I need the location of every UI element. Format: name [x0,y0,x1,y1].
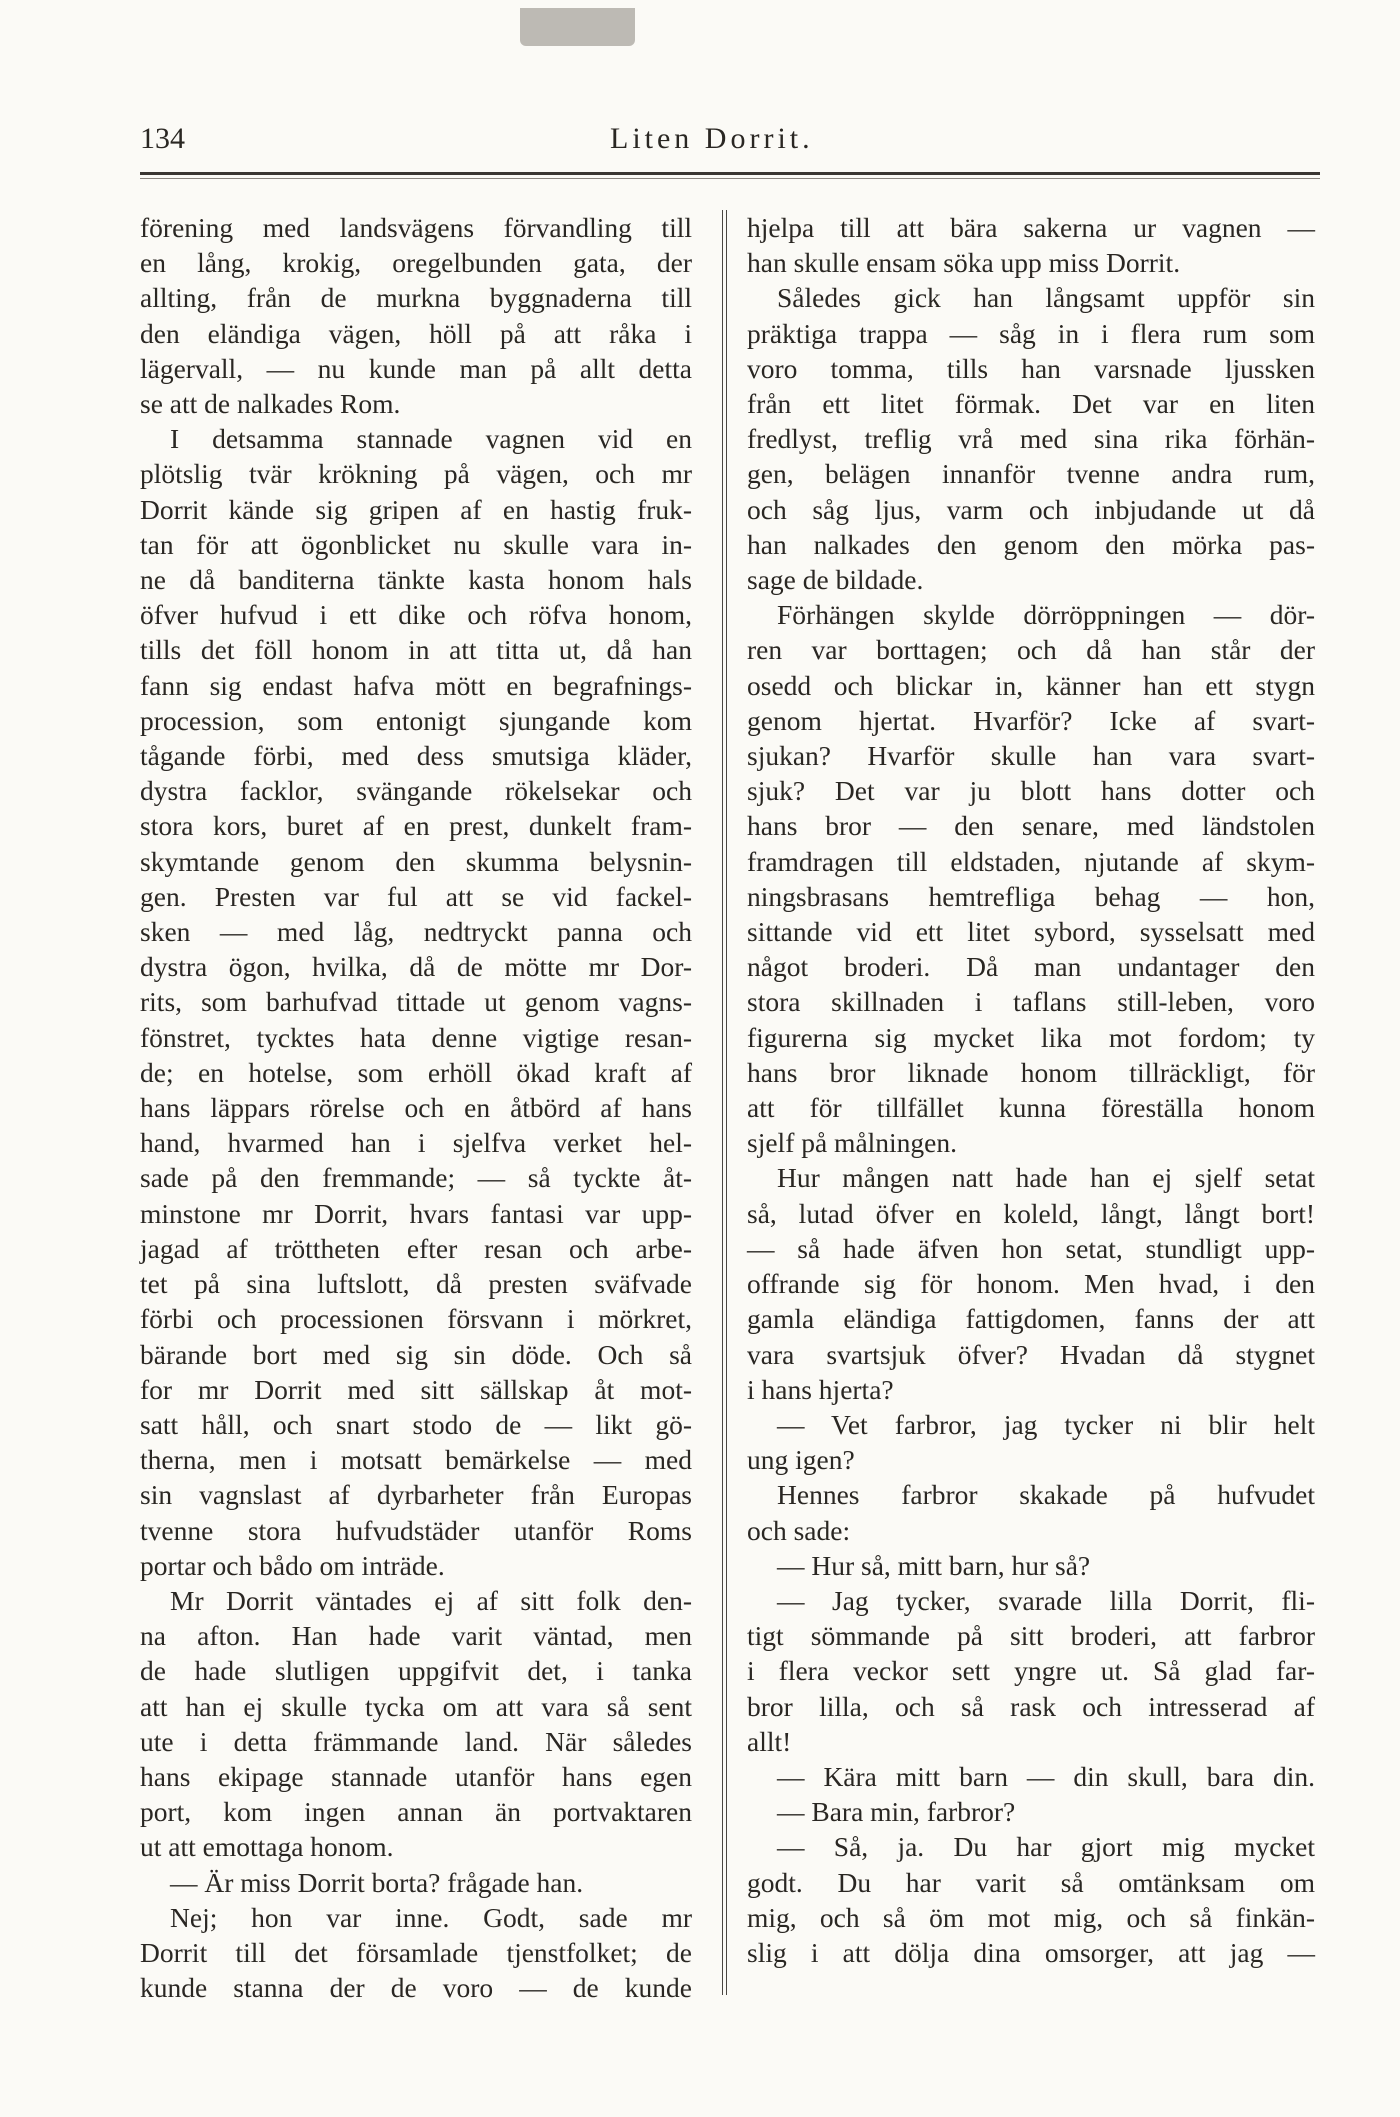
text-line: — Är miss Dorrit borta? frågade han. [170,1866,584,1898]
text-line: — Vet farbror, jag tycker ni blir helt [777,1408,1315,1440]
text-line: Hur mången natt hade han ej sjelf setat [777,1162,1315,1194]
text-line: hjelpa till att bära sakerna ur vagnen — [747,212,1315,243]
text-line: sin vagnslast af dyrbarheter från Europas [140,1479,692,1511]
text-line: dystra ögon, hvilka, då de mötte mr Dor- [140,951,692,983]
running-head: Liten Dorrit. [610,122,814,155]
text-line: hans ekipage stannade utanför hans egen [140,1760,692,1792]
text-line: han nalkades den genom den mörka pas- [747,528,1315,560]
text-line: kunde stanna der de voro — de kunde [140,1972,692,2004]
text-line: Dorrit kände sig gripen af en hastig fruk- [140,493,692,525]
text-line: hans läppars rörelse och en åtbörd af hans [140,1092,692,1124]
text-line: voro tomma, tills han varsnade ljussken [747,352,1315,384]
text-line: i flera veckor sett yngre ut. Så glad far- [747,1655,1315,1687]
text-line: osedd och blickar in, känner han ett stygn [747,669,1315,701]
text-line: fann sig endast hafva mött en begrafnings- [140,669,692,701]
text-line: och såg ljus, varm och inbjudande ut då [747,493,1315,525]
text-line: gamla eländiga fattigdomen, fanns der att [747,1303,1315,1335]
text-line: sade på den fremmande; — så tyckte åt- [140,1162,692,1194]
text-line: i hans hjerta? [747,1373,894,1405]
text-line: ut att emottaga honom. [140,1831,394,1863]
text-line: godt. Du har varit så omtänksam om [747,1866,1315,1898]
text-line: tigt sömmande på sitt broderi, att farbror [747,1620,1315,1652]
text-line: allting, från de murkna byggnaderna till [140,282,692,314]
text-line: ute i detta främmande land. När således [140,1725,692,1757]
text-line: sittande vid ett litet sybord, sysselsatt med [747,916,1315,948]
text-line: — Jag tycker, svarade lilla Dorrit, fli- [777,1584,1315,1616]
text-line: att han ej skulle tycka om att vara så sent [140,1690,692,1722]
text-line: portar och bådo om inträde. [140,1549,445,1581]
text-line: sjuk? Det var ju blott hans dotter och [747,775,1315,807]
text-line: Således gick han långsamt uppför sin [777,282,1315,314]
text-line: en lång, krokig, oregelbunden gata, der [140,247,692,279]
page-tab-mark [520,8,635,46]
text-line: Mr Dorrit väntades ej af sitt folk den- [170,1584,692,1616]
text-line: figurerna sig mycket lika mot fordom; ty [747,1021,1315,1053]
text-line: de hade slutligen uppgifvit det, i tanka [140,1655,692,1687]
text-line: slig i att dölja dina omsorger, att jag — [747,1936,1315,1968]
text-line: sjelf på målningen. [747,1127,958,1159]
text-line: allt! [747,1725,792,1757]
text-line: vara svartsjuk öfver? Hvadan då stygnet [747,1338,1315,1370]
text-line: så, lutad öfver en koleld, långt, långt bort! [747,1197,1315,1229]
text-line: procession, som entonigt sjungande kom [140,704,692,736]
text-line: skymtande genom den skumma belysnin- [140,845,692,877]
text-line: ren var borttagen; och då han står der [747,634,1315,666]
text-line: Nej; hon var inne. Godt, sade mr [170,1901,692,1933]
right-column [747,210,1315,1970]
text-line: hand, hvarmed han i sjelfva verket hel- [140,1127,692,1159]
text-line: han skulle ensam söka upp miss Dorrit. [747,247,1181,279]
text-line: tet på sina luftslott, då presten sväfvade [140,1268,692,1300]
text-line: Hennes farbror skakade på hufvudet [777,1479,1315,1511]
page-header [140,122,1320,166]
text-line: rits, som barhufvad tittade ut genom vagns- [140,986,692,1018]
text-line: therna, men i motsatt bemärkelse — med [140,1444,692,1476]
text-line: lägervall, — nu kunde man på allt detta [140,352,692,384]
text-line: ung igen? [747,1444,855,1476]
text-line: — Kära mitt barn — din skull, bara din. [777,1760,1315,1792]
text-line: jagad af tröttheten efter resan och arbe- [140,1232,692,1264]
text-line: förbi och processionen försvann i mörkret, [140,1303,692,1335]
text-line: från ett litet förmak. Det var en liten [747,388,1315,420]
text-line: och sade: [747,1514,851,1546]
text-line: framdragen till eldstaden, njutande af skym- [747,845,1315,877]
text-line: hans bror — den senare, med ländstolen [747,810,1315,842]
text-line: sken — med låg, nedtryckt panna och [140,916,692,948]
text-line: I detsamma stannade vagnen vid en [170,423,692,455]
text-line: tills det föll honom in att titta ut, då han [140,634,692,666]
text-line: Dorrit till det församlade tjenstfolket; de [140,1936,692,1968]
text-line: den eländiga vägen, höll på att råka i [140,317,692,349]
text-line: hans bror liknade honom tillräckligt, för [747,1056,1315,1088]
text-line: ne då banditerna tänkte kasta honom hals [140,564,692,596]
text-line: öfver hufvud i ett dike och röfva honom, [140,599,692,631]
text-line: sage de bildade. [747,564,924,596]
text-line: de; en hotelse, som erhöll ökad kraft af [140,1056,692,1088]
text-line: plötslig tvär krökning på vägen, och mr [140,458,692,490]
text-line: offrande sig för honom. Men hvad, i den [747,1268,1315,1300]
text-line: gen, belägen innanför tvenne andra rum, [747,458,1315,490]
text-line: att för tillfället kunna föreställa honom [747,1092,1315,1124]
text-line: tvenne stora hufvudstäder utanför Roms [140,1514,692,1546]
text-line: minstone mr Dorrit, hvars fantasi var upp- [140,1197,692,1229]
text-line: for mr Dorrit med sitt sällskap åt mot- [140,1373,692,1405]
text-line: se att de nalkades Rom. [140,388,401,420]
text-line: dystra facklor, svängande rökelsekar och [140,775,692,807]
text-line: bror lilla, och så rask och intresserad af [747,1690,1315,1722]
text-line: Förhängen skylde dörröppningen — dör- [777,599,1315,631]
text-line: stora skillnaden i taflans still-leben, voro [747,986,1315,1018]
text-line: — Bara min, farbror? [777,1796,1016,1828]
left-column [140,210,692,2005]
text-line: ningsbrasans hemtrefliga behag — hon, [747,880,1315,912]
text-line: stora kors, buret af en prest, dunkelt fram- [140,810,692,842]
text-line: sjukan? Hvarför skulle han vara svart- [747,740,1315,772]
text-line: gen. Presten var ful att se vid fackel- [140,880,692,912]
page-number: 134 [140,122,185,155]
column-divider [722,210,727,1995]
text-line: — Så, ja. Du har gjort mig mycket [777,1831,1315,1863]
text-line: bärande bort med sig sin döde. Och så [140,1338,692,1370]
text-line: präktiga trappa — såg in i flera rum som [747,317,1315,349]
header-rule [140,172,1320,175]
text-line: na afton. Han hade varit väntad, men [140,1620,692,1652]
text-line: satt håll, och snart stodo de — likt gö- [140,1408,692,1440]
text-line: något broderi. Då man undantager den [747,951,1315,983]
text-line: fönstret, tycktes hata denne vigtige resan- [140,1021,692,1053]
text-line: tågande förbi, med dess smutsiga kläder, [140,740,692,772]
text-line: port, kom ingen annan än portvaktaren [140,1796,692,1828]
text-line: fredlyst, treflig vrå med sina rika förhän- [747,423,1315,455]
text-line: — så hade äfven hon setat, stundligt upp- [747,1232,1315,1264]
text-line: mig, och så öm mot mig, och så finkän- [747,1901,1315,1933]
text-line: förening med landsvägens förvandling till [140,212,692,243]
header-rule-thin [140,178,1320,179]
text-line: genom hjertat. Hvarför? Icke af svart- [747,704,1315,736]
text-line: — Hur så, mitt barn, hur så? [777,1549,1091,1581]
text-line: tan för att ögonblicket nu skulle vara in- [140,528,692,560]
